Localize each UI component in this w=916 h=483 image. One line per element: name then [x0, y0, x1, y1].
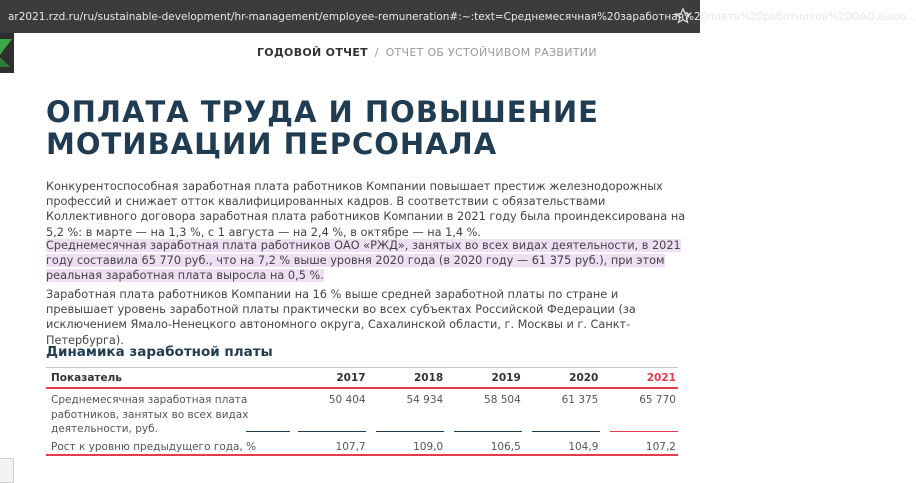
rzd-logo-icon[interactable] — [0, 39, 12, 67]
header-indicator: Показатель — [51, 371, 122, 384]
row-underline — [376, 431, 444, 432]
table-row — [46, 439, 678, 456]
breadcrumb-separator: / — [374, 46, 379, 59]
side-panel-tab[interactable] — [0, 458, 14, 483]
row-underline — [532, 431, 600, 432]
site-logo-strip[interactable] — [0, 33, 14, 73]
cell-value: 107,2 — [645, 440, 676, 453]
table-header-row — [46, 367, 678, 389]
breadcrumb-link[interactable]: ОТЧЕТ ОБ УСТОЙЧИВОМ РАЗВИТИИ — [385, 46, 597, 59]
page-title: ОПЛАТА ТРУДА И ПОВЫШЕНИЕ МОТИВАЦИИ ПЕРСОНАЛА — [46, 95, 599, 161]
salary-dynamics-table — [46, 367, 678, 456]
table-title: Динамика заработной платы — [46, 344, 273, 360]
cell-value: 107,7 — [335, 440, 366, 453]
url-text[interactable]: ar2021.rzd.ru/ru/sustainable-development/hr-management/employee-remuneration#:~:text=Среднемесячная%20заработная%20плата%20работников%20ОАО,выро... — [8, 10, 916, 23]
text-fragment-highlight: Среднемесячная заработная плата работников ОАО «РЖД», занятых во всех видах деятельности, в 2021 году составила 65 770 руб., что на 7,2 % выше уровня 2020 года (в 2020 году — 61 375 руб.), при этом реальная заработная плата выросла на 0,5 %. — [46, 239, 681, 283]
highlighted-paragraph — [46, 238, 686, 284]
row-underline — [454, 431, 522, 432]
cell-value: 65 770 — [639, 394, 676, 406]
header-year-2018: 2018 — [413, 371, 444, 384]
breadcrumb-current[interactable]: ГОДОВОЙ ОТЧЕТ — [257, 46, 368, 59]
header-year-2021: 2021 — [646, 371, 676, 384]
cell-value: 50 404 — [328, 394, 366, 406]
cell-value: 54 934 — [406, 394, 444, 406]
cell-value: 61 375 — [561, 394, 599, 406]
row-underline — [246, 431, 290, 432]
intro-paragraph: Конкурентоспособная заработная плата работников Компании повышает престиж железнодорожных профессий и снижает отток квалифицированных кадров. В соответствии с обязательствами Коллективного договора заработная плата работников Компании в 2021 году была проиндексирована на 5,2 %: в марте — на 1,3 %, с 1 августа — на 2,4 %, в октябре — на 1,4 %. — [46, 180, 686, 239]
cell-value: 104,9 — [568, 440, 599, 453]
browser-address-bar[interactable] — [0, 0, 916, 33]
bookmark-star-icon[interactable] — [674, 7, 692, 25]
cell-value: 58 504 — [484, 394, 521, 406]
row-label-average-salary: Среднемесячная заработная плата работников, занятых во всех видах деятельности, руб. — [51, 394, 249, 435]
regional-comparison-paragraph: Заработная плата работников Компании на 16 % выше средней заработной платы по стране и превышает уровень заработной платы практически во всех субъектах Российской Федерации (за исключением Ямало-Ненецкого автономного округа, Сахалинской области, г. Москвы и г. Санкт-Петербурга). — [46, 288, 636, 347]
breadcrumb — [257, 46, 597, 59]
header-year-2019: 2019 — [491, 371, 521, 384]
row-underline — [298, 431, 366, 432]
header-year-2020: 2020 — [569, 371, 599, 384]
cell-value: 109,0 — [413, 440, 444, 453]
cell-value: 106,5 — [490, 440, 521, 453]
header-year-2017: 2017 — [336, 371, 366, 384]
row-label-growth: Рост к уровню предыдущего года, % — [51, 440, 257, 453]
row-underline-highlight — [610, 431, 678, 432]
